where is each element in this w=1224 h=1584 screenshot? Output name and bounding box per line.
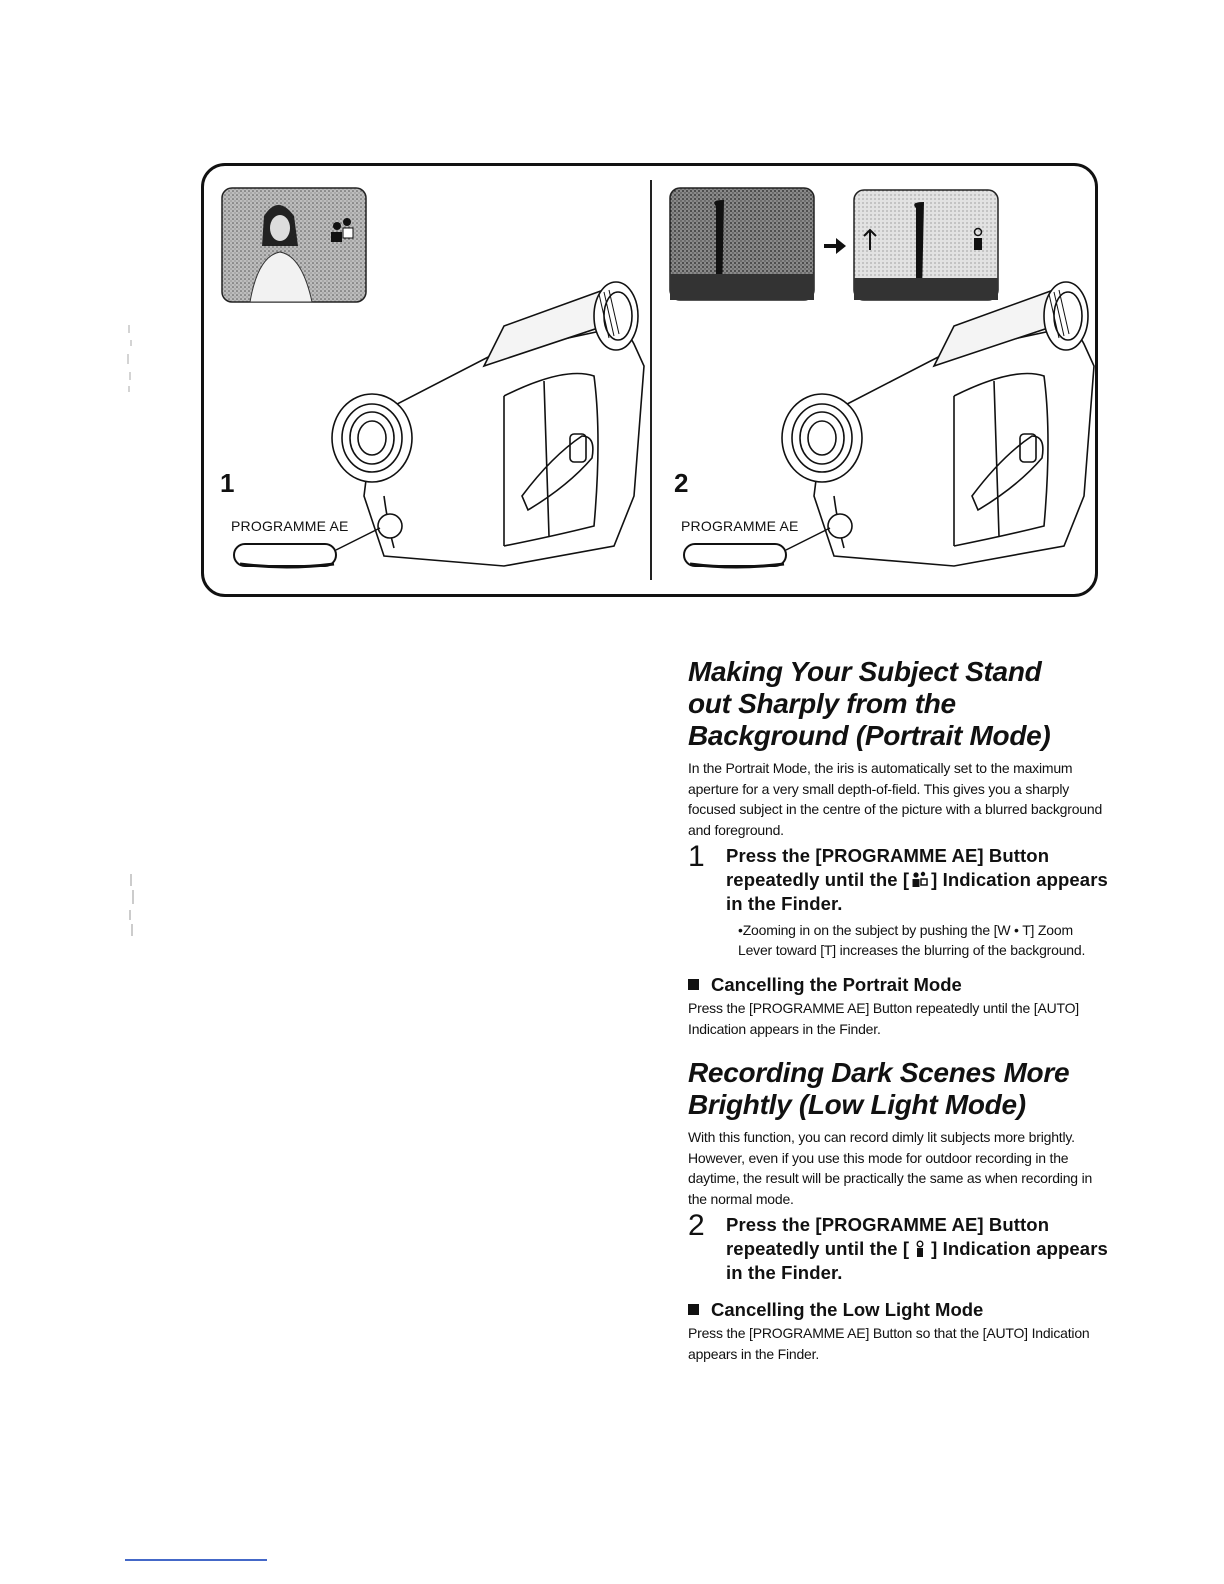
title-line: Making Your Subject Stand: [688, 656, 1042, 687]
cancel-low-light-heading: [688, 1299, 1108, 1321]
cancel-portrait-heading: [688, 974, 1108, 996]
bullet-square-icon: [688, 979, 699, 990]
finder-preview-portrait: [222, 188, 366, 302]
instruction-text: ] Indication appears in the Finder.: [726, 869, 1108, 914]
heading-text: Cancelling the Portrait Mode: [711, 974, 962, 995]
programme-ae-button-graphic: [684, 544, 786, 567]
panel-divider: [650, 180, 652, 580]
illustration-panel-1: [204, 166, 648, 594]
figure-button-label-1: PROGRAMME AE: [231, 518, 349, 534]
scan-speck: [120, 320, 138, 400]
illustration-frame: [201, 163, 1098, 597]
camcorder-drawing: [782, 282, 1094, 566]
instruction-text: Press the [PROGRAMME AE] Button repeatedly until the [: [726, 1214, 1050, 1259]
scan-speck: [120, 870, 138, 940]
step-number: 1: [688, 840, 705, 873]
section-portrait-mode: [688, 656, 1108, 1039]
figure-step-number-2: 2: [674, 468, 689, 498]
step-2: [688, 1209, 1108, 1285]
camcorder-drawing: [332, 282, 644, 566]
portrait-intro-text: In the Portrait Mode, the iris is automatically set to the maximum aperture for a very small depth-of-field. This gives you a sharply focused subject in the centre of the picture with a blurred background and foreground.: [688, 760, 1103, 838]
title-line: Recording Dark Scenes More: [688, 1057, 1070, 1088]
title-line: out Sharply from the: [688, 688, 956, 719]
arrow-right-icon: [824, 238, 846, 254]
bullet-square-icon: [688, 1304, 699, 1315]
figure-button-label-2: PROGRAMME AE: [681, 518, 799, 534]
figure-step-number-1: 1: [220, 468, 235, 498]
step-note: •Zooming in on the subject by pushing the [W • T] Zoom Lever toward [T] increases the blurring of the background.: [738, 922, 1086, 958]
step-number: 2: [688, 1209, 705, 1242]
programme-ae-button-graphic: [234, 544, 336, 567]
low-light-mode-icon: [911, 1240, 929, 1258]
portrait-mode-icon: [911, 871, 929, 889]
section-low-light-mode: [688, 1057, 1108, 1364]
finder-preview-dark: [670, 188, 814, 300]
step-1: [688, 840, 1108, 960]
low-light-intro-text: With this function, you can record dimly lit subjects more brightly. However, even if you use this mode for outdoor recording in the daytime, the result will be practically the same as when recording in the normal mode.: [688, 1129, 1093, 1207]
step-instruction: [726, 844, 1108, 916]
title-line: Brightly (Low Light Mode): [688, 1089, 1026, 1120]
instruction-text: ] Indication appears in the Finder.: [726, 1238, 1108, 1283]
illustration-panel-2: [654, 166, 1098, 594]
section-title-portrait: [688, 656, 1108, 752]
instruction-text: Press the [PROGRAMME AE] Button repeatedly until the [: [726, 845, 1050, 890]
title-line: Background (Portrait Mode): [688, 720, 1051, 751]
footer-rule: [125, 1559, 267, 1561]
section-title-low-light: [688, 1057, 1108, 1121]
cancel-portrait-text: Press the [PROGRAMME AE] Button repeatedly until the [AUTO] Indication appears in the Finder.: [688, 1000, 1080, 1037]
step-instruction: [726, 1213, 1108, 1285]
text-column: [688, 656, 1108, 1364]
finder-preview-bright: [854, 190, 998, 300]
heading-text: Cancelling the Low Light Mode: [711, 1299, 984, 1320]
cancel-low-light-text: Press the [PROGRAMME AE] Button so that the [AUTO] Indication appears in the Finder.: [688, 1325, 1090, 1362]
